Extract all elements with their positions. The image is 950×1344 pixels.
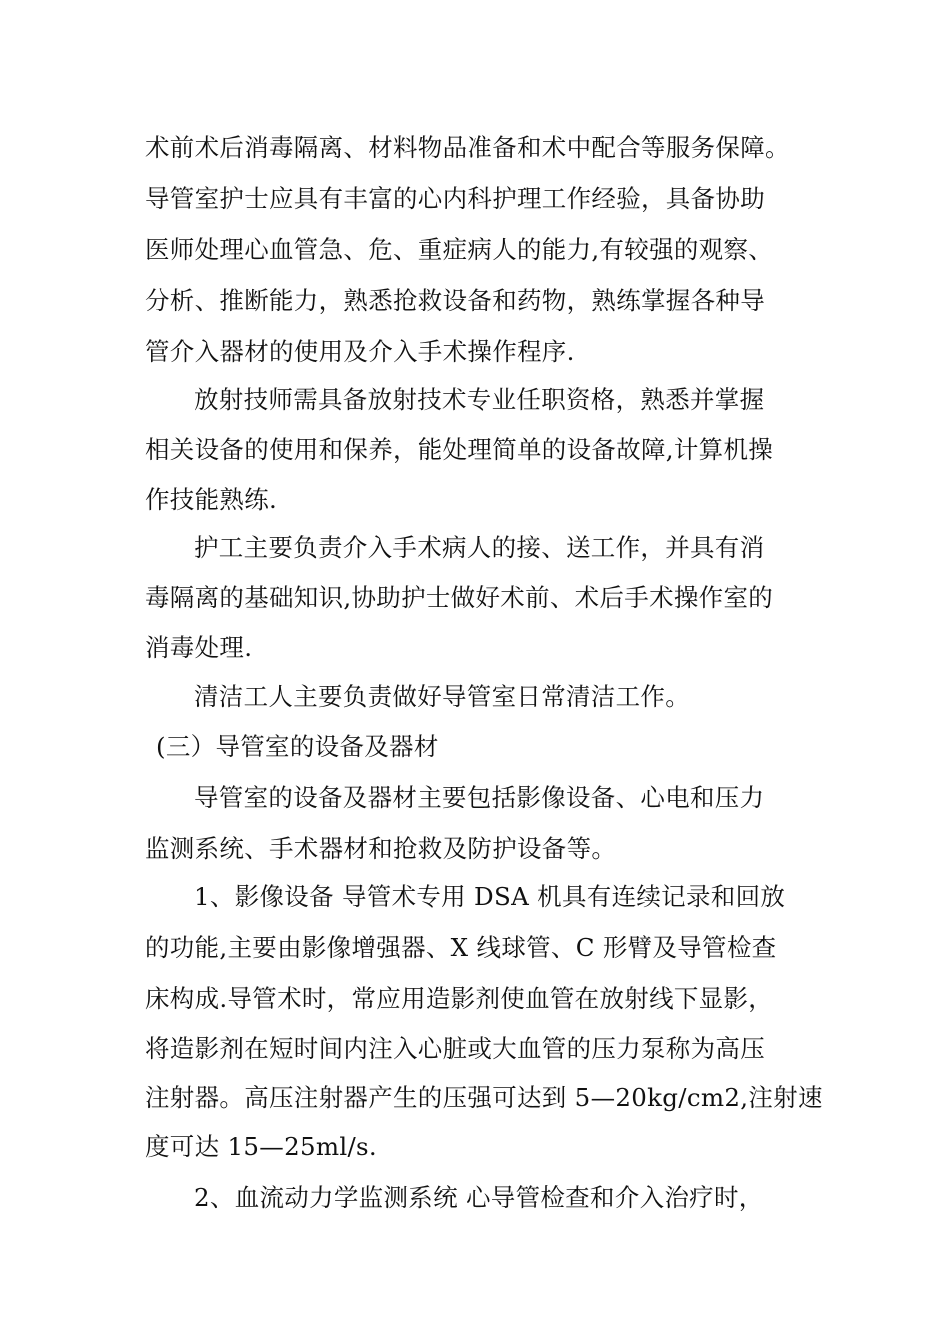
text-line: 相关设备的使用和保养，能处理简单的设备故障,计算机操 bbox=[145, 435, 774, 464]
text-line: 医师处理心血管急、危、重症病人的能力,有较强的观察、 bbox=[145, 235, 774, 264]
text-line: 导管室护士应具有丰富的心内科护理工作经验，具备协助 bbox=[145, 184, 765, 213]
paragraph-start-line: 2、血流动力学监测系统 心导管检查和介入治疗时， bbox=[194, 1183, 764, 1212]
text-line: 的功能,主要由影像增强器、X 线球管、C 形臂及导管检查 bbox=[145, 933, 777, 962]
paragraph-start-line: 清洁工人主要负责做好导管室日常清洁工作。 bbox=[194, 682, 690, 711]
text-line: 管介入器材的使用及介入手术操作程序. bbox=[145, 337, 575, 366]
text-line: 床构成.导管术时，常应用造影剂使血管在放射线下显影， bbox=[145, 984, 774, 1013]
paragraph-start-line: 1、影像设备 导管术专用 DSA 机具有连续记录和回放 bbox=[194, 882, 786, 911]
text-line: 监测系统、手术器材和抢救及防护设备等。 bbox=[145, 834, 617, 863]
text-line: 度可达 15—25ml/s. bbox=[145, 1132, 378, 1161]
text-line: 作技能熟练. bbox=[145, 485, 278, 514]
text-line: 毒隔离的基础知识,协助护士做好术前、术后手术操作室的 bbox=[145, 583, 774, 612]
text-line: 消毒处理. bbox=[145, 633, 253, 662]
text-line: 分析、推断能力，熟悉抢救设备和药物，熟练掌握各种导 bbox=[145, 286, 765, 315]
text-line: 将造影剂在短时间内注入心脏或大血管的压力泵称为高压 bbox=[145, 1034, 765, 1063]
text-line: 注射器。高压注射器产生的压强可达到 5—20kg/cm2,注射速 bbox=[145, 1083, 823, 1112]
section-heading: (三）导管室的设备及器材 bbox=[156, 732, 439, 761]
text-line: 术前术后消毒隔离、材料物品准备和术中配合等服务保障。 bbox=[145, 133, 790, 162]
paragraph-start-line: 放射技师需具备放射技术专业任职资格，熟悉并掌握 bbox=[194, 385, 765, 414]
paragraph-start-line: 护工主要负责介入手术病人的接、送工作，并具有消 bbox=[194, 533, 765, 562]
paragraph-start-line: 导管室的设备及器材主要包括影像设备、心电和压力 bbox=[194, 783, 765, 812]
